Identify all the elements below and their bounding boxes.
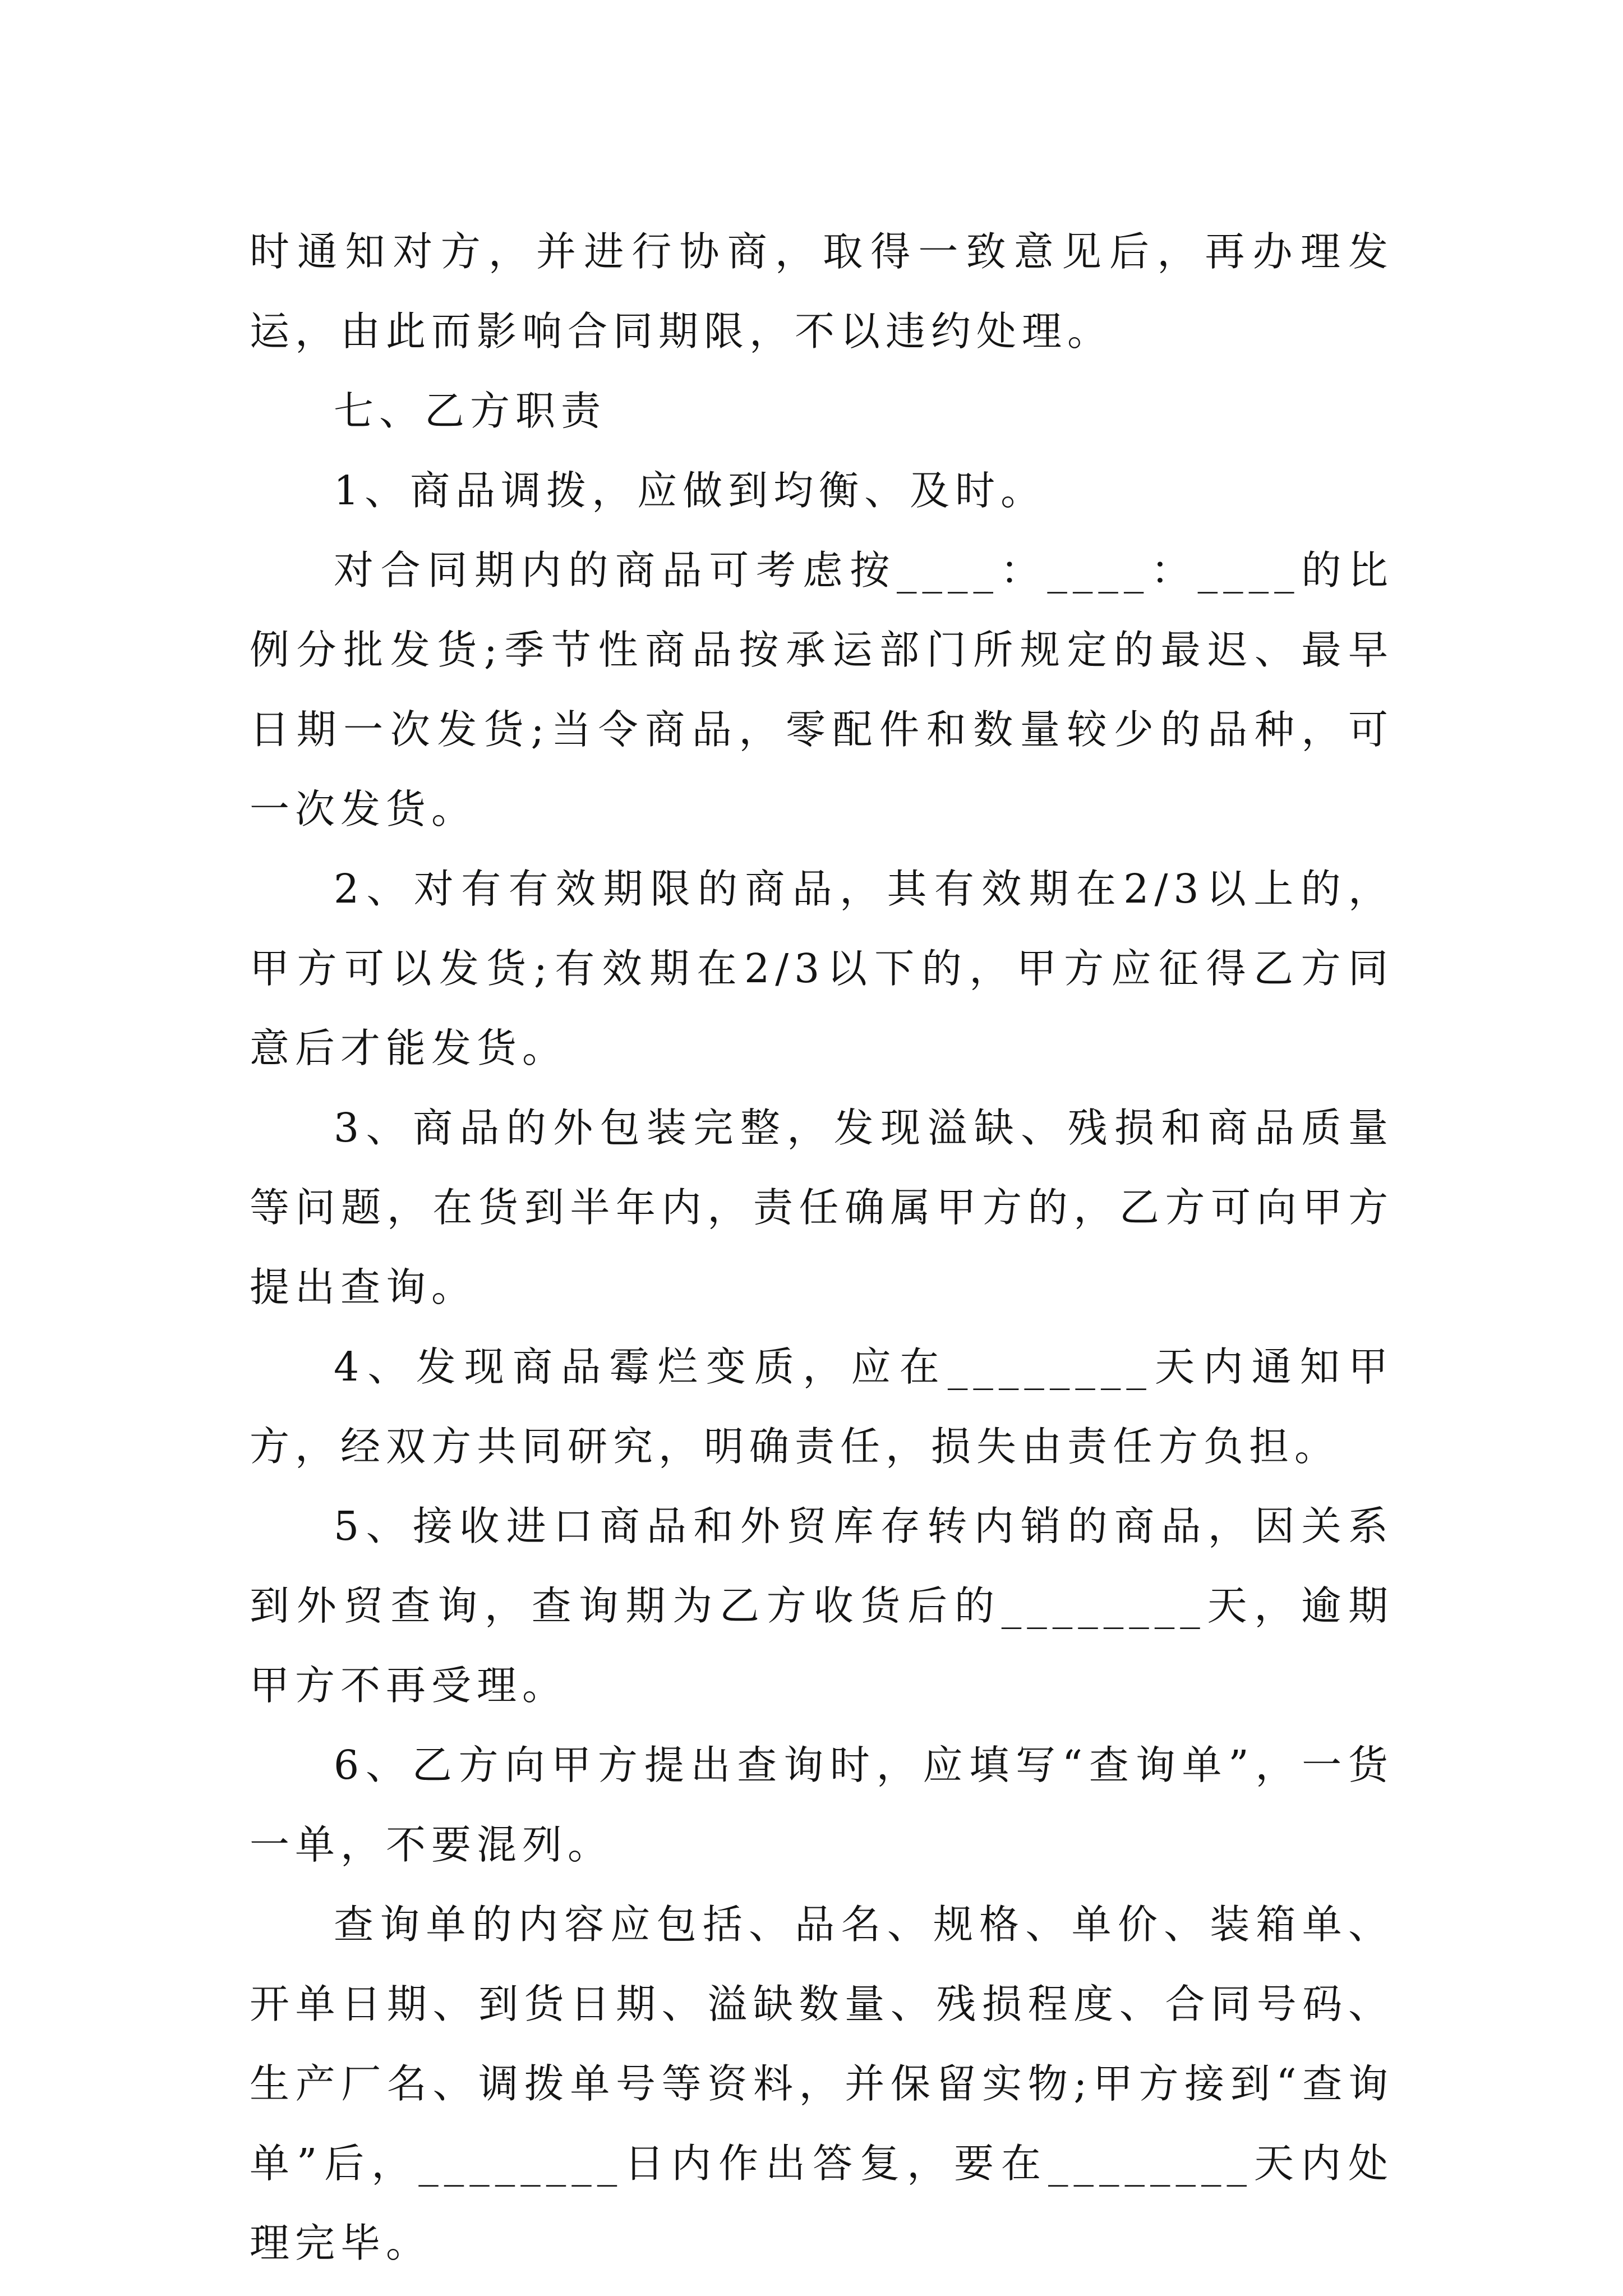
clause-1: 1、商品调拨，应做到均衡、及时。 [334, 467, 1046, 514]
clause-2: 2、对有有效期限的商品，其有效期在2/3以上的，甲方可以发货;有效期在2/3以下的，甲方应征得乙方同意后才能发货。 [250, 866, 1394, 1071]
paragraph-continuation: 时通知对方，并进行协商，取得一致意见后，再办理发运，由此而影响合同期限，不以违约处理。 [250, 228, 1394, 355]
document-body [250, 212, 1394, 2283]
clause-4: 4、发现商品霉烂变质，应在________天内通知甲方，经双方共同研究，明确责任，损失由责任方负担。 [250, 1343, 1394, 1470]
clause-6-detail: 查询单的内容应包括、品名、规格、单价、装箱单、开单日期、到货日期、溢缺数量、残损程度、合同号码、生产厂名、调拨单号等资料，并保留实物;甲方接到“查询单”后，________日内作出答复，要在________天内处理完毕。 [250, 1901, 1394, 2266]
clause-1-detail: 对合同期内的商品可考虑按____：____：____的比例分批发货;季节性商品按承运部门所规定的最迟、最早日期一次发货;当令商品，零配件和数量较少的品种，可一次发货。 [250, 547, 1394, 832]
clause-3: 3、商品的外包装完整，发现溢缺、残损和商品质量等问题，在货到半年内，责任确属甲方的，乙方可向甲方提出查询。 [250, 1105, 1394, 1310]
section-heading: 七、乙方职责 [334, 388, 607, 434]
clause-5: 5、接收进口商品和外贸库存转内销的商品，因关系到外贸查询，查询期为乙方收货后的________天，逾期甲方不再受理。 [250, 1503, 1394, 1709]
clause-6: 6、乙方向甲方提出查询时，应填写“查询单”，一货一单，不要混列。 [250, 1742, 1394, 1868]
